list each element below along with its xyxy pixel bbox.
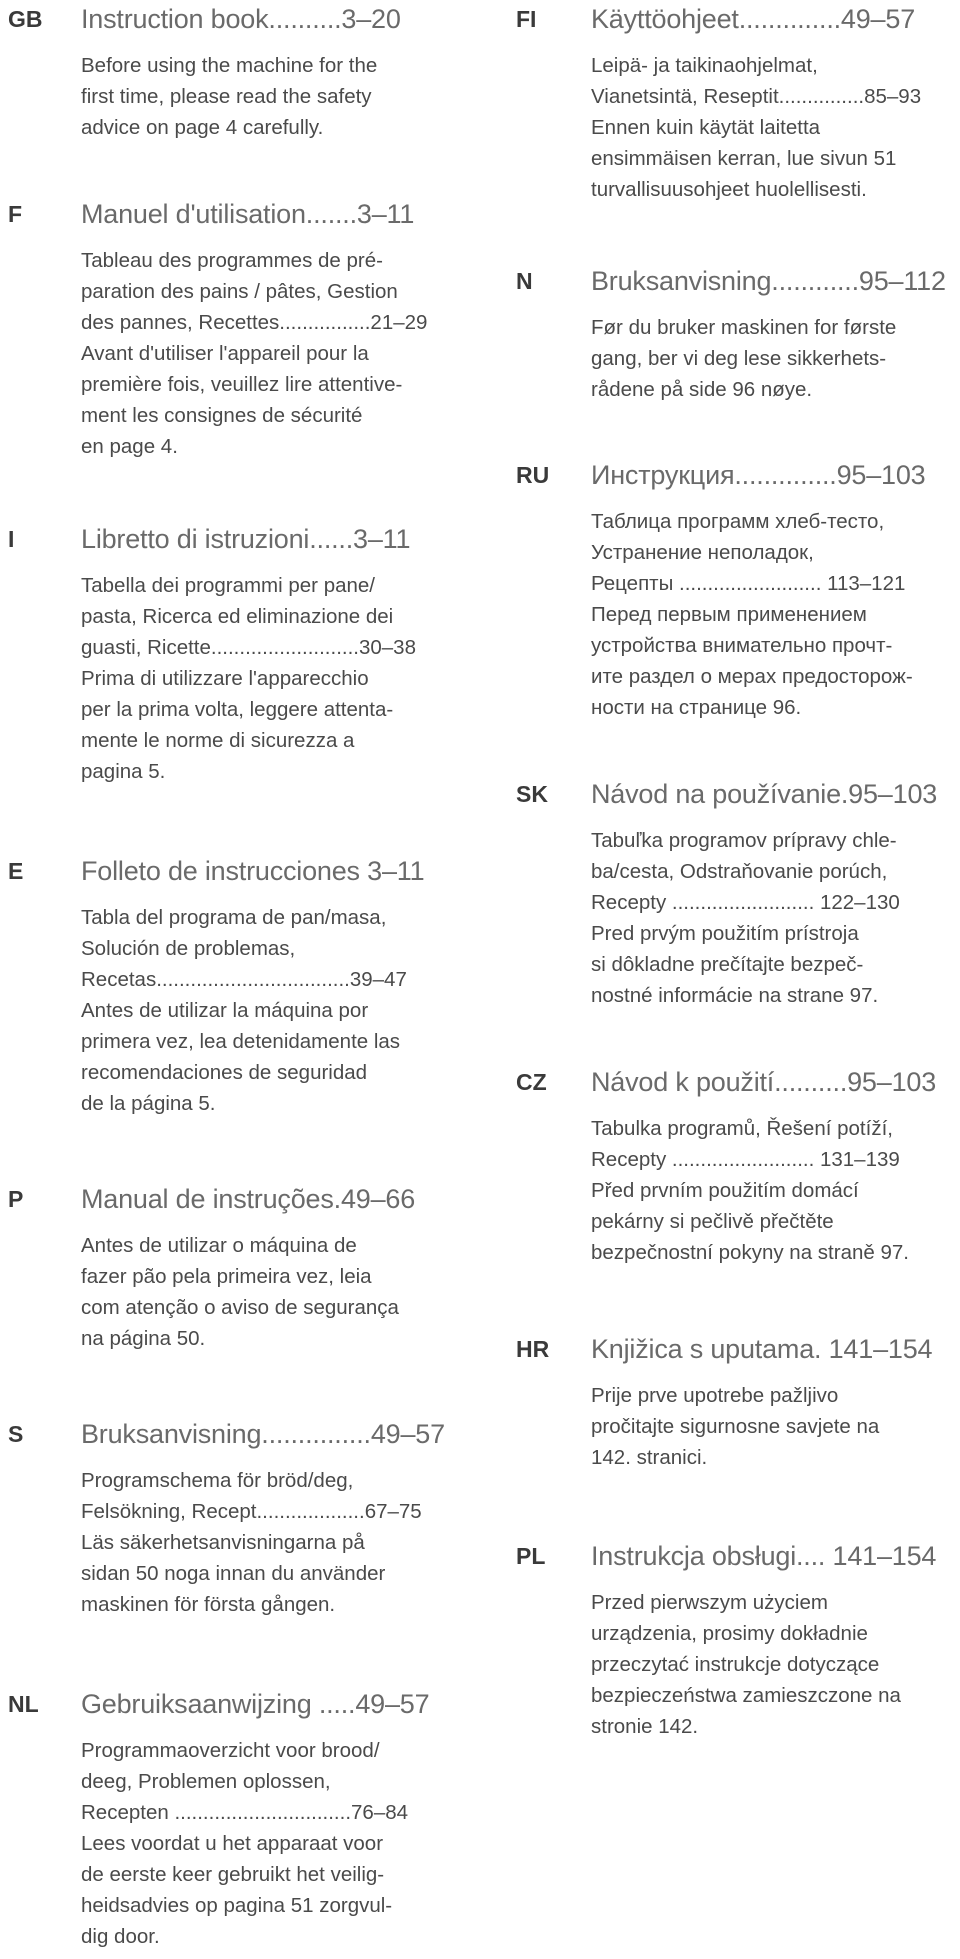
section-body: Tabulka programů, Řešení potíží, Recepty ......................... 131–139 Před prvním použitím domácí pekárny si pečlivě přečtěte bezpečnostní pokyny na straně 97. xyxy=(591,1117,909,1264)
language-code: GB xyxy=(8,6,43,32)
language-code: NL xyxy=(8,1691,39,1717)
language-code: SK xyxy=(516,781,548,807)
section-heading: Návod na používanie.95–103 xyxy=(591,779,938,809)
section-heading: Instrukcja obsługi.... 141–154 xyxy=(591,1541,937,1571)
language-code: S xyxy=(8,1421,24,1447)
section-heading: Инструкция..............95–103 xyxy=(591,460,926,490)
language-code: I xyxy=(8,526,15,552)
section-body: Before using the machine for the first time, please read the safety advice on page 4 carefully. xyxy=(81,54,378,139)
section-heading: Bruksanvisning...............49–57 xyxy=(81,1419,445,1449)
section-heading: Folleto de instrucciones 3–11 xyxy=(81,856,425,886)
section-body: Tabella dei programmi per pane/ pasta, Ricerca ed eliminazione dei guasti, Ricette..........................30–38 Prima di utilizzare l'apparecchio per la prima volta, leggere attenta- mente le norme di sicurezza a pagina 5. xyxy=(81,574,416,783)
language-code: N xyxy=(516,268,533,294)
language-code: HR xyxy=(516,1336,550,1362)
section-body: Antes de utilizar o máquina de fazer pão pela primeira vez, leia com atenção o aviso de segurança na página 50. xyxy=(81,1234,399,1350)
section-body: Tabla del programa de pan/masa, Solución de problemas, Recetas..................................39–47 Antes de utilizar la máquina por primera vez, lea detenidamente las recomendaciones de seguridad de la página 5. xyxy=(81,906,407,1115)
section-heading: Manuel d'utilisation.......3–11 xyxy=(81,199,415,229)
section-body: Programmaoverzicht voor brood/ deeg, Problemen oplossen, Recepten ...............................76–84 Lees voordat u het apparaat voor de eerste keer gebruikt het veilig- heidsadvies op pagina 51 zorgvul- dig door. xyxy=(81,1739,409,1948)
section-body: Prije prve upotrebe pažljivo pročitajte sigurnosne savjete na 142. stranici. xyxy=(591,1384,880,1469)
language-code: P xyxy=(8,1186,24,1212)
language-code: E xyxy=(8,858,24,884)
language-code: F xyxy=(8,201,23,227)
section-heading: Návod k použití..........95–103 xyxy=(591,1067,937,1097)
language-code: PL xyxy=(516,1543,546,1569)
section-heading: Libretto di istruzioni......3–11 xyxy=(81,524,411,554)
section-heading: Gebruiksaanwijzing .....49–57 xyxy=(81,1689,430,1719)
section-body: Таблица программ хлеб-тесто, Устранение неполадок, Рецепты ......................... 113–121 Перед первым применением устройства внимательно прочт- ите раздел о мерах предосторож- ности на странице 96. xyxy=(591,510,913,719)
section-heading: Knjižica s uputama. 141–154 xyxy=(591,1334,933,1364)
language-code: RU xyxy=(516,462,550,488)
section-body: Programschema för bröd/deg, Felsökning, Recept...................67–75 Läs säkerhetsanvisningarna på sidan 50 noga innan du använder maskinen för första gången. xyxy=(81,1469,422,1616)
section-body: Tabuľka programov prípravy chle- ba/cesta, Odstraňovanie porúch, Recepty ......................... 122–130 Pred prvým použitím prístroja si dôkladne prečítajte bezpeč- nostné informácie na strane 97. xyxy=(591,829,900,1007)
section-body: Przed pierwszym użyciem urządzenia, prosimy dokładnie przeczytać instrukcje dotyczące bezpieczeństwa zamieszczone na stronie 142. xyxy=(591,1591,901,1738)
section-heading: Manual de instruções.49–66 xyxy=(81,1184,416,1214)
section-body: Før du bruker maskinen for første gang, ber vi deg lese sikkerhets- rådene på side 96 nøye. xyxy=(591,316,897,401)
section-heading: Bruksanvisning............95–112 xyxy=(591,266,946,296)
section-body: Tableau des programmes de pré- paration des pains / pâtes, Gestion des pannes, Recettes................21–29 Avant d'utiliser l'appareil pour la première fois, veuillez lire attentive- ment les consignes de sécurité en page 4. xyxy=(81,249,428,458)
language-code: CZ xyxy=(516,1069,547,1095)
language-code: FI xyxy=(516,6,537,32)
section-heading: Käyttöohjeet..............49–57 xyxy=(591,4,916,34)
section-heading: Instruction book..........3–20 xyxy=(81,4,401,34)
section-body: Leipä- ja taikinaohjelmat, Vianetsintä, Reseptit...............85–93 Ennen kuin käytät laitetta ensimmäisen kerran, lue sivun 51 turvallisuusohjeet huolellisesti. xyxy=(591,54,922,201)
